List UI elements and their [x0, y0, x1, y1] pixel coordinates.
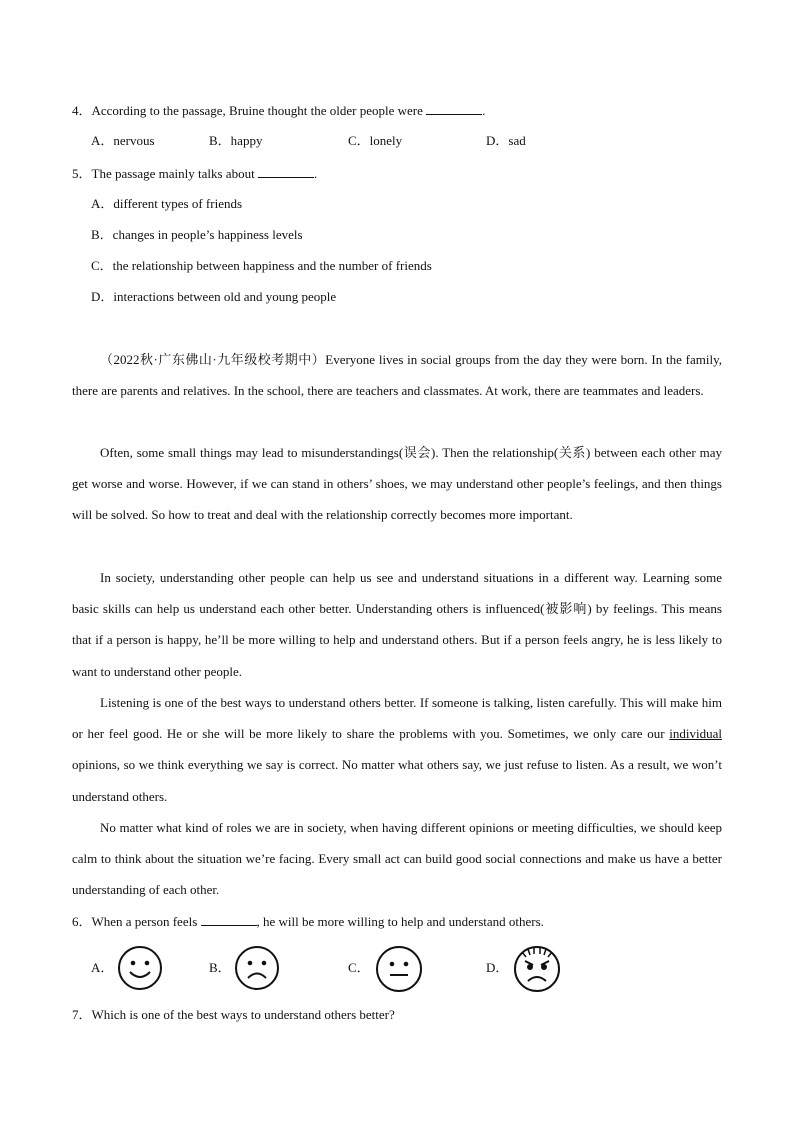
q6-option-a-label: A． [91, 960, 114, 975]
q4-option-d: D．sad [486, 133, 526, 148]
question-6-end: , he will be more willing to help and understand others. [256, 914, 544, 929]
question-5-end: . [313, 166, 318, 181]
q4-option-c: C．lonely [348, 133, 403, 148]
sad-face-icon [234, 945, 280, 991]
answer-blank [258, 164, 314, 178]
q4-option-b: B．happy [209, 133, 263, 148]
q5-option-d: D．interactions between old and young people [91, 289, 337, 304]
q5-option-a: A．different types of friends [91, 196, 243, 211]
question-5-text: 5．The passage mainly talks about [72, 166, 255, 181]
answer-blank [201, 912, 257, 926]
question-6-stem [72, 912, 544, 931]
happy-face-icon [117, 945, 163, 991]
q4-option-a: A．nervous [91, 133, 155, 148]
neutral-face-icon [375, 945, 423, 993]
passage-paragraph-3: In society, understanding other people can help us see and understand situations in a different way. Learning some basic skills can help us understand each other better. Understanding others is influenced(被影响) by feelings. This means that if a person is happy, he’ll be more willing to help and understand others. But if a person feels angry, he is less likely to want to understand other people. [72, 570, 722, 679]
passage-paragraph-2: Often, some small things may lead to misunderstandings(误会). Then the relationship(关系) between each other may get worse and worse. However, if we can stand in others’ shoes, we may understand other people’s feelings, and then things will be solved. So how to treat and deal with the relationship correctly becomes more important. [72, 445, 722, 523]
passage-paragraph-5: No matter what kind of roles we are in society, when having different opinions or meeting difficulties, we should keep calm to think about the situation we’re facing. Every small act can build good social connections and make us have a better understanding of each other. [72, 820, 722, 898]
q5-option-b: B．changes in people’s happiness levels [91, 227, 303, 242]
question-6-text: 6．When a person feels [72, 914, 198, 929]
passage-paragraph-4: Listening is one of the best ways to understand others better. If someone is talking, listen carefully. This will make him or her feel good. He or she will be more likely to share the problems with you. Sometimes, we only care our individual opinions, so we think everything we say is correct. No matter what others say, we just refuse to listen. As a result, we won’t understand others. [72, 695, 722, 804]
answer-blank [426, 101, 482, 115]
question-4-stem [72, 101, 485, 120]
q6-option-d-label: D． [486, 960, 509, 975]
question-4-text: 4．According to the passage, Bruine thought the older people were [72, 103, 423, 118]
question-4-end: . [482, 103, 486, 118]
q6-option-c-label: C． [348, 960, 370, 975]
passage-paragraph-1: （2022秋·广东佛山·九年级校考期中）Everyone lives in social groups from the day they were born. In the family, there are parents and relatives. In the school, there are teachers and classmates. At work, there are teammates and leaders. [72, 352, 722, 399]
passage-source: （2022秋·广东佛山·九年级校考期中） [100, 352, 326, 367]
question-5-stem [72, 164, 317, 183]
q6-option-b-label: B． [209, 960, 231, 975]
underlined-word: individual [669, 726, 722, 742]
angry-face-icon [512, 943, 562, 993]
q5-option-c: C．the relationship between happiness and the number of friends [91, 258, 432, 273]
question-7-stem: 7．Which is one of the best ways to understand others better? [72, 1007, 395, 1022]
